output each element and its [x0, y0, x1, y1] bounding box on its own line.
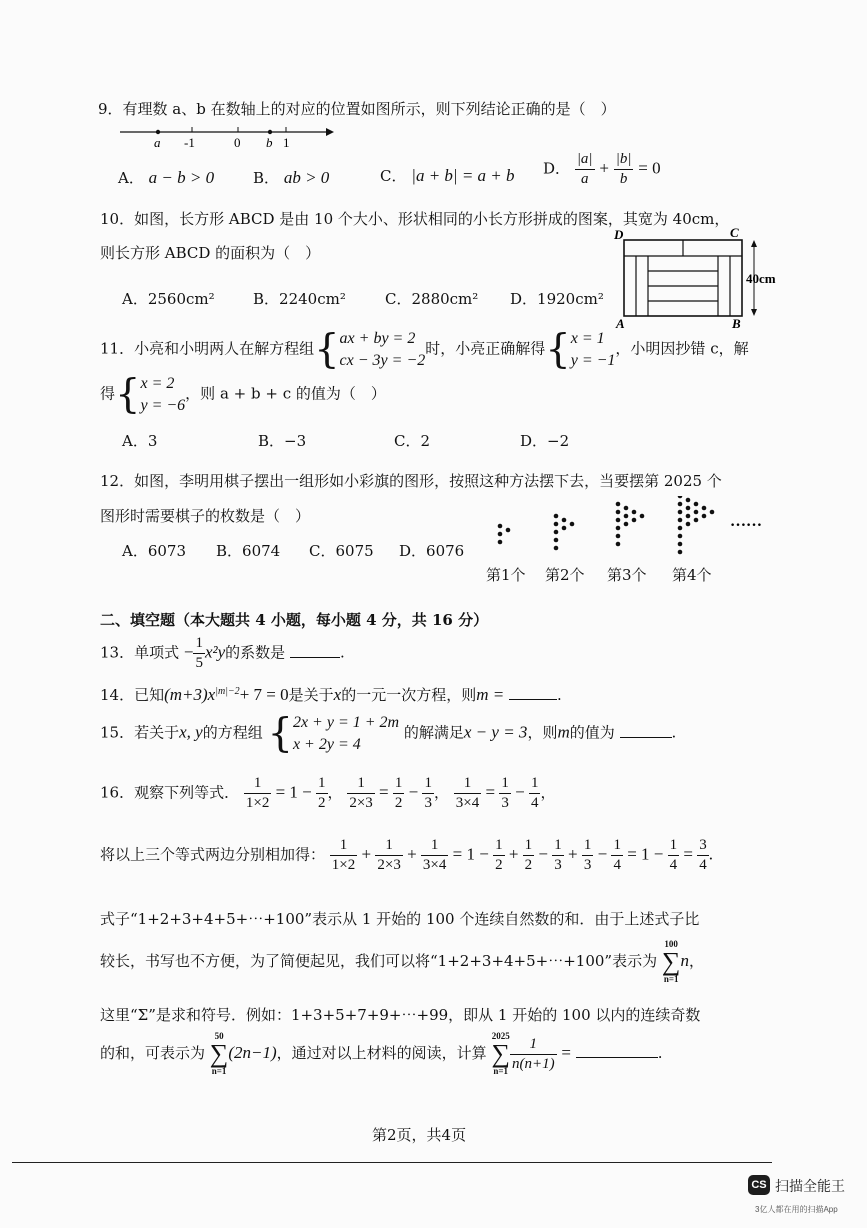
q9-option-d-label: D．: [543, 159, 571, 178]
q11-text-4: 得: [100, 384, 116, 403]
q13-term: x²y: [204, 642, 226, 662]
q12-option-c: C．6075: [309, 542, 374, 560]
q9-option-c-label: C．: [380, 167, 407, 185]
q16-text4a: 的和，可表示为: [100, 1044, 206, 1062]
camscanner-tagline: 3亿人都在用的扫描App: [755, 1205, 838, 1214]
caption-4: 第4个: [672, 566, 712, 584]
q9-option-a-expr: a − b > 0: [148, 168, 215, 187]
q14-mid: 是关于: [288, 686, 334, 704]
q12-line2: 图形时需要棋子的枚数是（ ）: [100, 507, 311, 525]
flag-pattern-2: [554, 514, 575, 551]
q11-line1: 11．小亮和小明两人在解方程组{ ax + by = 2 cx − 3y = −2 时，小亮正确解得{ x = 1 y = −1 ，小明因抄错 c，解: [100, 326, 749, 373]
q9-option-b: [253, 167, 329, 188]
label-a: A: [616, 316, 625, 331]
section-heading: 二、填空题（本大题共 4 小题，每小题 4 分，共 16 分）: [100, 611, 489, 629]
q11-text-5: ，则 a + b + c 的值为（ ）: [185, 384, 386, 403]
flag-pattern-1: [498, 524, 511, 545]
axis-label-b: b: [266, 135, 273, 150]
q16-eq1-rhs: $\frac{1}{2}$: [318, 775, 326, 811]
rectangle-abcd-figure: [612, 226, 787, 332]
q16-text2: 较长，书写也不方便，为了简便起见，我们可以将“1+2+3+4+5+⋯+100”表示为 100 ∑ n=1 n，: [100, 939, 704, 984]
q16-eq2-lhs: $\frac{1}{2\times 3}$: [349, 775, 373, 811]
number-line: [118, 122, 338, 150]
q14-pre: 14．已知: [100, 686, 165, 704]
q13-frac: $\frac{1}{5}$: [195, 635, 203, 671]
axis-label-1: 1: [283, 135, 290, 150]
q11-system-1: ax + by = 2 cx − 3y = −2: [339, 330, 426, 369]
label-c: C: [730, 226, 739, 240]
q9-option-d-tail: = 0: [638, 158, 661, 178]
q14-expr: (m+3)x: [164, 685, 216, 704]
q16-sum-result: $\frac{3}{4}$: [699, 837, 707, 873]
q13-neg: −: [183, 642, 194, 662]
q12-option-a: A．6073: [122, 542, 187, 560]
q15-answer-blank[interactable]: [620, 723, 672, 738]
q11-text-3: ，小明因抄错 c，解: [615, 339, 749, 358]
q11-system-3: x = 2 y = −6: [140, 375, 186, 414]
q10-option-d: D．1920cm²: [510, 290, 604, 308]
q9-d-frac-b: $\frac{|b|}{b}$: [615, 151, 632, 187]
q14-var: x: [333, 685, 342, 704]
q16-eq2-rhs1: $\frac{1}{2}$: [394, 775, 403, 811]
q9-option-a-label: A．: [118, 169, 144, 187]
q15-mid: 的方程组: [202, 723, 263, 742]
q15-pre: 15．若关于: [100, 723, 180, 742]
q16-eq3-rhs1: $\frac{1}{3}$: [501, 775, 509, 811]
flag-patterns: [490, 496, 770, 556]
q16-text3: 这里“Σ”是求和符号．例如：1+3+5+7+9+⋯+99，即从 1 开始的 100 以内的连续奇数: [100, 1006, 701, 1024]
q13-answer-blank[interactable]: [290, 643, 340, 658]
sigma-2-body: (2n−1): [228, 1043, 277, 1062]
q16-text4b: ，通过对以上材料的阅读，计算: [276, 1044, 487, 1062]
q15-m: m: [557, 722, 570, 742]
q16-eq3-lhs: $\frac{1}{3\times 4}$: [455, 775, 480, 811]
flag-pattern-4: [678, 496, 715, 554]
q9-option-b-label: B．: [253, 169, 280, 187]
q13: 13．单项式 − $\frac{1}{5}$ x²y的系数是 .: [100, 635, 345, 671]
q9-option-c-expr: |a + b| = a + b: [411, 166, 515, 185]
camscanner-logo: CS: [748, 1175, 770, 1195]
q14-exponent: |m|−2: [215, 686, 240, 697]
q9-d-frac-a: $\frac{|a|}{a}$: [576, 151, 593, 187]
axis-label-a: a: [154, 135, 161, 150]
label-40cm: 40cm: [746, 271, 776, 286]
q15-post2: ，则: [527, 723, 558, 742]
q9-option-b-expr: ab > 0: [283, 168, 330, 187]
caption-3: 第3个: [607, 566, 647, 584]
q9-option-a: [118, 167, 214, 188]
q10-option-c: C．2880cm²: [385, 290, 479, 308]
q14-m: m =: [476, 685, 505, 704]
q15-cond: x − y = 3: [463, 722, 528, 742]
q16-equalities: 16．观察下列等式． $\frac{1}{1\times 2}$ = 1 − $\frac{1}{2}$ ， $\frac{1}{2\times 3}$ = $\frac{1}{2}$ − $\frac{1}{3}$ ， $\frac{1}{3\times 4}$ = $\frac{1}{3}$ − $\frac{1}{4}$ ，: [100, 775, 556, 811]
q12-line1: 12．如图，李明用棋子摆出一组形如小彩旗的图形，按照这种方法摆下去，当要摆第 2025 个: [100, 472, 722, 490]
page-number: 第2页，共4页: [372, 1126, 467, 1144]
q16-sum-pre: 将以上三个等式两边分别相加得：: [100, 845, 326, 864]
q11-text-2: 时，小亮正确解得: [425, 339, 546, 358]
q16-text1: 式子“1+2+3+4+5+⋯+100”表示从 1 开始的 100 个连续自然数的和．由于上述式子比: [100, 910, 700, 928]
q16-text2a: 较长，书写也不方便，为了简便起见，我们可以将“1+2+3+4+5+⋯+100”表示为: [100, 952, 658, 970]
q12-option-d: D．6076: [399, 542, 465, 560]
q12-option-b: B．6074: [216, 542, 281, 560]
q11-text-1: 11．小亮和小明两人在解方程组: [100, 339, 315, 358]
pattern-ellipsis: ……: [730, 513, 762, 530]
sigma-1: 100 ∑ n=1: [661, 939, 681, 984]
q11-option-a: A．3: [122, 432, 158, 450]
q16-sum: 将以上三个等式两边分别相加得： $\frac{1}{1\times 2}$ + $\frac{1}{2\times 3}$ + $\frac{1}{3\times 4}$ = 1 − $\frac{1}{2}$ + $\frac{1}{2}$ − $\frac{1}{3}$ + $\frac{1}{3}$ − $\frac{1}{4}$ = 1 − $\frac{1}{4}$ = $\frac{3}{4}$ .: [100, 837, 713, 873]
q10-option-a: A．2560cm²: [122, 290, 215, 308]
flag-pattern-3: [616, 502, 645, 547]
q14-post: 的一元一次方程，则: [341, 686, 477, 704]
q11-option-c: C．2: [394, 432, 431, 450]
sigma-3: 2025 ∑ n=1: [491, 1031, 510, 1076]
q15-vars: x, y: [179, 722, 203, 742]
q15-post: 的解满足: [403, 723, 464, 742]
q11-system-2: x = 1 y = −1: [570, 330, 616, 369]
q10-line2: 则长方形 ABCD 的面积为（ ）: [100, 244, 321, 262]
sigma-2: 50 ∑ n=1: [209, 1031, 229, 1076]
q11-option-d: D．−2: [520, 432, 570, 450]
q15-post3: 的值为: [569, 723, 615, 742]
camscanner-name: 扫描全能王: [775, 1178, 845, 1194]
label-d: D: [614, 227, 624, 242]
q15: 15．若关于x, y的方程组 { 2x + y = 1 + 2m x + 2y = 4 的解满足x − y = 3，则m的值为 .: [100, 710, 677, 757]
q16-eq2-rhs2: $\frac{1}{3}$: [424, 775, 432, 811]
q10-line1: 10．如图，长方形 ABCD 是由 10 个大小、形状相同的小长方形拼成的图案，其宽为 40cm，: [100, 210, 730, 228]
q11-line2: 得{ x = 2 y = −6 ，则 a + b + c 的值为（ ）: [100, 371, 386, 418]
sigma-1-body: n: [680, 951, 689, 970]
q9-option-d: D． $\frac{|a|}{a}$ + $\frac{|b|}{b}$ = 0: [543, 151, 661, 187]
axis-label-neg1: -1: [184, 135, 195, 150]
q9-stem: 9．有理数 a、b 在数轴上的对应的位置如图所示，则下列结论正确的是（ ）: [98, 100, 616, 118]
q16-text4: 的和，可表示为 50 ∑ n=1 (2n−1)，通过对以上材料的阅读，计算 2025 ∑ n=1 $\frac{1}{n(n+1)}$ = .: [100, 1031, 663, 1076]
q14-expr2: + 7 = 0: [239, 685, 289, 704]
q14-answer-blank[interactable]: [509, 685, 557, 700]
sigma-3-frac: $\frac{1}{n(n+1)}$: [511, 1035, 555, 1072]
q14: 14．已知$(m+3)x^{|m|-2}+ 7 = 0$是关于x的一元一次方程，则m = .: [100, 685, 562, 704]
q13-pre: 13．单项式: [100, 643, 180, 662]
caption-1: 第1个: [486, 566, 526, 584]
q13-post: 的系数是: [225, 643, 286, 662]
caption-2: 第2个: [545, 566, 585, 584]
q16-eq3-rhs2: $\frac{1}{4}$: [530, 775, 539, 811]
q16-eq1-lhs: $\frac{1}{1\times 2}$: [245, 775, 270, 811]
label-b: B: [732, 316, 741, 331]
axis-label-0: 0: [234, 135, 241, 150]
q9-option-c: [380, 165, 515, 186]
q10-option-b: B．2240cm²: [253, 290, 346, 308]
q16-pre: 16．观察下列等式．: [100, 783, 240, 802]
footer-divider: [12, 1162, 772, 1163]
q11-option-b: B．−3: [258, 432, 307, 450]
q16-answer-blank[interactable]: [576, 1043, 658, 1058]
q15-system: 2x + y = 1 + 2m x + 2y = 4: [292, 714, 400, 753]
